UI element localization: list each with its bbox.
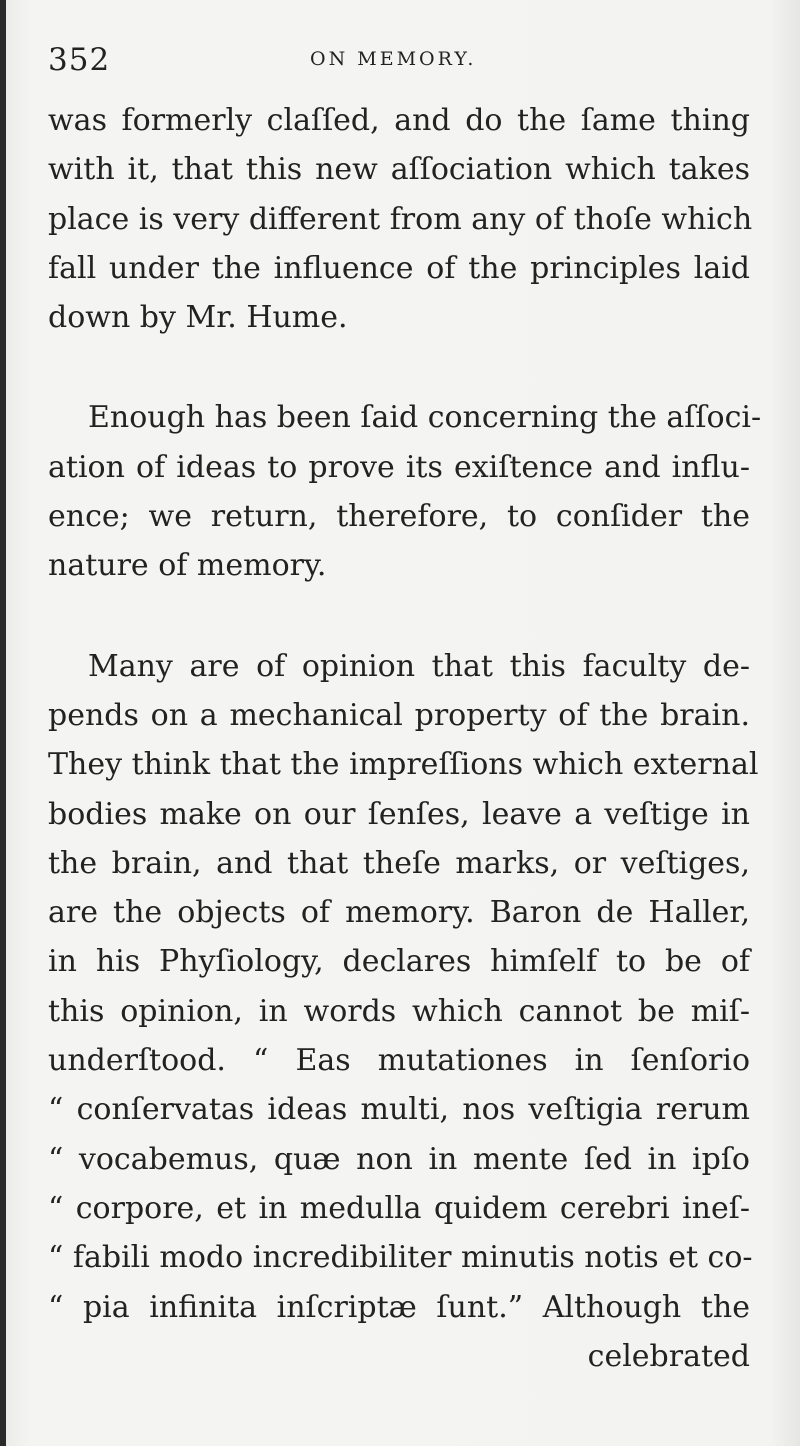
paragraph-3: [48, 642, 759, 1381]
text-line: nature of memory.: [48, 548, 327, 584]
text-line: They think that the impreſſions which external: [48, 747, 759, 783]
paragraph-2: [48, 393, 762, 590]
text-line: fall under the influence of the principles laid: [48, 250, 750, 286]
paragraph-1: [48, 96, 753, 342]
page-number: 352: [48, 42, 111, 78]
text-line: ation of ideas to prove its exiſtence and influ-: [48, 449, 750, 485]
text-line: “ vocabemus, quæ non in mente ſed in ipſo: [48, 1141, 750, 1177]
text-line: Enough has been ſaid concerning the aſſoci-: [88, 400, 762, 436]
paragraph-gap: [48, 591, 750, 642]
paragraph-gap: [48, 342, 750, 393]
text-line: “ fabili modo incredibiliter minutis notis et co-: [48, 1240, 753, 1276]
text-line: this opinion, in words which cannot be miſ-: [48, 993, 750, 1029]
text-line: the brain, and that theſe marks, or veſtiges,: [48, 845, 750, 881]
text-line: “ corpore, et in medulla quidem cerebri ineſ-: [48, 1190, 750, 1226]
text-line: pends on a mechanical property of the brain.: [48, 697, 750, 733]
text-line: “ conſervatas ideas multi, nos veſtigia rerum: [48, 1092, 750, 1128]
text-line: was formerly claſſed, and do the ſame thing: [48, 103, 750, 138]
text-line: bodies make on our ſenſes, leave a veſtige in: [48, 796, 750, 832]
text-line: Many are of opinion that this faculty de-: [88, 648, 750, 684]
text-line: are the objects of memory. Baron de Haller,: [48, 895, 750, 931]
page-body: [48, 96, 762, 1381]
running-head: ON MEMORY.: [310, 48, 477, 70]
catchword: celebrated: [587, 1338, 750, 1374]
text-line: ence; we return, therefore, to conſider the: [48, 499, 750, 535]
text-line: place is very different from any of thoſe which: [48, 201, 753, 237]
text-line: down by Mr. Hume.: [48, 300, 348, 336]
text-line: with it, that this new aſſociation which takes: [48, 152, 750, 188]
page-header: [48, 40, 748, 80]
text-line: underſtood. “ Eas mutationes in ſenſorio: [48, 1043, 750, 1079]
text-line: in his Phyſiology, declares himſelf to be of: [48, 944, 750, 980]
text-line: “ pia infinita inſcriptæ ſunt.” Although the: [48, 1289, 750, 1325]
